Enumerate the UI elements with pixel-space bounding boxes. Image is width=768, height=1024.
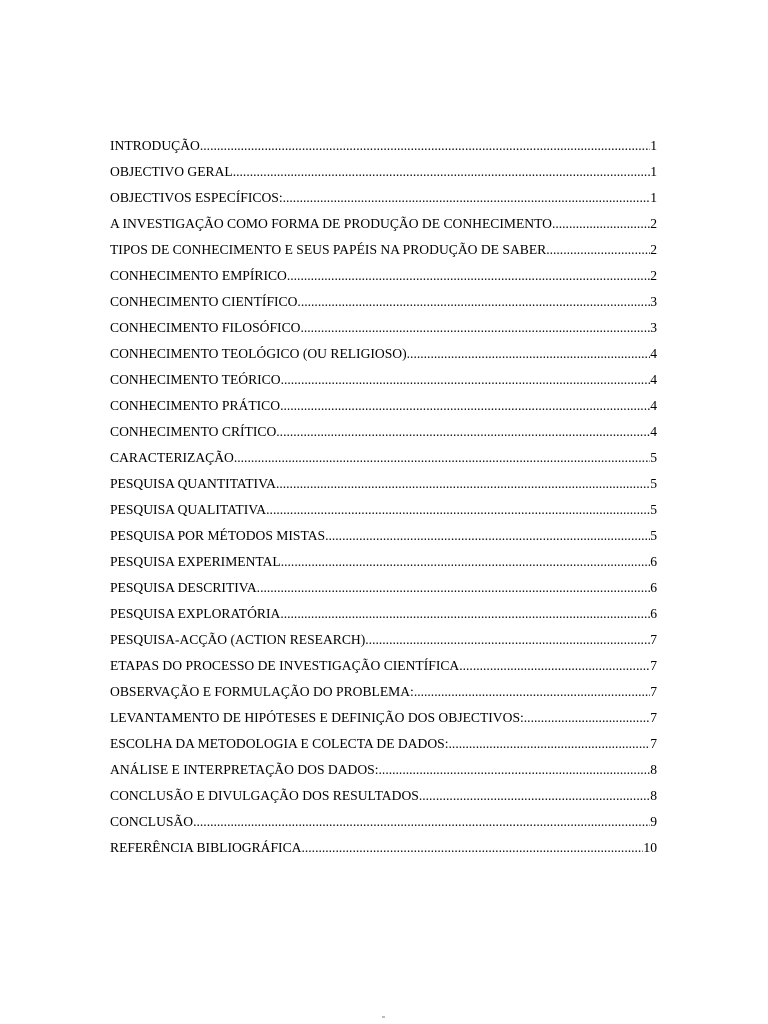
toc-dot-leader	[287, 263, 650, 289]
toc-entry-title: ANÁLISE E INTERPRETAÇÃO DOS DADOS:	[110, 762, 379, 777]
toc-entry[interactable]	[110, 679, 657, 705]
toc-dot-leader	[407, 341, 651, 367]
toc-entry[interactable]	[110, 653, 657, 679]
toc-page-number: 5	[650, 528, 657, 543]
toc-page-number: 5	[650, 502, 657, 517]
toc-page-number: 2	[650, 242, 657, 257]
toc-page-number: 4	[650, 398, 657, 413]
toc-entry[interactable]	[110, 237, 657, 263]
toc-entry-title: CONHECIMENTO EMPÍRICO	[110, 268, 287, 283]
toc-dot-leader	[276, 419, 650, 445]
toc-dot-leader	[325, 523, 650, 549]
toc-page-number: 1	[650, 138, 657, 153]
toc-page-number: 7	[650, 684, 657, 699]
toc-entry[interactable]	[110, 497, 657, 523]
toc-dot-leader	[552, 211, 650, 237]
toc-dot-leader	[546, 237, 650, 263]
toc-entry-title: PESQUISA QUANTITATIVA	[110, 476, 276, 491]
toc-dot-leader	[379, 757, 651, 783]
toc-entry-title: CONHECIMENTO CIENTÍFICO	[110, 294, 298, 309]
toc-entry[interactable]	[110, 159, 657, 185]
toc-entry[interactable]	[110, 627, 657, 653]
toc-dot-leader	[281, 549, 650, 575]
toc-entry[interactable]	[110, 211, 657, 237]
toc-entry[interactable]	[110, 549, 657, 575]
toc-page-number: 7	[650, 736, 657, 751]
toc-entry[interactable]	[110, 315, 657, 341]
toc-entry-title: ESCOLHA DA METODOLOGIA E COLECTA DE DADOS:	[110, 736, 449, 751]
toc-page-number: 2	[650, 268, 657, 283]
toc-entry[interactable]	[110, 445, 657, 471]
toc-entry[interactable]	[110, 263, 657, 289]
toc-dot-leader	[301, 835, 643, 861]
toc-entry[interactable]	[110, 133, 657, 159]
toc-page-number: 8	[650, 788, 657, 803]
toc-entry-title: OBJECTIVOS ESPECÍFICOS:	[110, 190, 283, 205]
toc-page-number: 4	[650, 372, 657, 387]
toc-page-number: 8	[650, 762, 657, 777]
toc-entry-title: PESQUISA-ACÇÃO (ACTION RESEARCH)	[110, 632, 366, 647]
toc-entry[interactable]	[110, 835, 657, 861]
toc-dot-leader	[449, 731, 651, 757]
toc-entry[interactable]	[110, 705, 657, 731]
toc-entry-title: CONHECIMENTO PRÁTICO	[110, 398, 281, 413]
toc-dot-leader	[234, 445, 650, 471]
toc-dot-leader	[419, 783, 650, 809]
toc-dot-leader	[193, 809, 650, 835]
toc-entry-title: CONHECIMENTO CRÍTICO	[110, 424, 277, 439]
toc-page-number: 5	[650, 450, 657, 465]
toc-dot-leader	[280, 601, 650, 627]
toc-entry-title: A INVESTIGAÇÃO COMO FORMA DE PRODUÇÃO DE CONHECIMENTO	[110, 216, 552, 231]
toc-page-number: 4	[650, 346, 657, 361]
toc-page-number: 1	[650, 190, 657, 205]
toc-dot-leader	[276, 471, 650, 497]
toc-entry-title: PESQUISA QUALITATIVA	[110, 502, 267, 517]
toc-entry[interactable]	[110, 757, 657, 783]
toc-dot-leader	[365, 627, 650, 653]
toc-entry-title: CONHECIMENTO FILOSÓFICO	[110, 320, 301, 335]
toc-dot-leader	[257, 575, 651, 601]
toc-entry[interactable]	[110, 471, 657, 497]
toc-page-number: 9	[650, 814, 657, 829]
toc-page-number: 6	[650, 580, 657, 595]
toc-entry-title: ETAPAS DO PROCESSO DE INVESTIGAÇÃO CIENTÍFICA	[110, 658, 460, 673]
toc-entry-title: CONHECIMENTO TEÓRICO	[110, 372, 281, 387]
toc-entry-title: PESQUISA POR MÉTODOS MISTAS	[110, 528, 326, 543]
toc-entry[interactable]	[110, 731, 657, 757]
toc-entry-title: PESQUISA DESCRITIVA	[110, 580, 257, 595]
toc-dot-leader	[233, 159, 650, 185]
toc-dot-leader	[297, 289, 650, 315]
toc-entry-title: CONCLUSÃO E DIVULGAÇÃO DOS RESULTADOS	[110, 788, 419, 803]
toc-page-number: 7	[650, 658, 657, 673]
toc-entry[interactable]	[110, 601, 657, 627]
toc-page-number: 6	[650, 554, 657, 569]
toc-page-number: 4	[650, 424, 657, 439]
toc-entry[interactable]	[110, 575, 657, 601]
toc-entry-title: CARACTERIZAÇÃO	[110, 450, 234, 465]
toc-entry-title: OBSERVAÇÃO E FORMULAÇÃO DO PROBLEMA:	[110, 684, 414, 699]
toc-dot-leader	[280, 393, 650, 419]
toc-page-number: 2	[650, 216, 657, 231]
toc-entry-title: PESQUISA EXPERIMENTAL	[110, 554, 281, 569]
toc-dot-leader	[200, 133, 650, 159]
toc-entry[interactable]	[110, 341, 657, 367]
toc-entry-title: INTRODUÇÃO	[110, 138, 200, 153]
toc-entry-title: REFERÊNCIA BIBLIOGRÁFICA	[110, 840, 302, 855]
toc-dot-leader	[283, 185, 651, 211]
toc-entry-title: OBJECTIVO GERAL	[110, 164, 233, 179]
toc-entry[interactable]	[110, 419, 657, 445]
toc-entry[interactable]	[110, 367, 657, 393]
toc-entry-title: PESQUISA EXPLORATÓRIA	[110, 606, 281, 621]
toc-entry[interactable]	[110, 185, 657, 211]
toc-entry[interactable]	[110, 783, 657, 809]
toc-page-number: 7	[650, 710, 657, 725]
toc-dot-leader	[524, 705, 650, 731]
toc-entry[interactable]	[110, 289, 657, 315]
toc-entry-title: TIPOS DE CONHECIMENTO E SEUS PAPÉIS NA PRODUÇÃO DE SABER	[110, 242, 547, 257]
toc-dot-leader	[300, 315, 650, 341]
toc-entry[interactable]	[110, 393, 657, 419]
toc-entry-title: CONCLUSÃO	[110, 814, 194, 829]
toc-dot-leader	[281, 367, 651, 393]
page-footer-mark	[382, 1016, 385, 1018]
toc-page-number: 10	[643, 840, 657, 855]
toc-entry-title: LEVANTAMENTO DE HIPÓTESES E DEFINIÇÃO DOS OBJECTIVOS:	[110, 710, 524, 725]
toc-page-number: 3	[650, 320, 657, 335]
toc-page-number: 1	[650, 164, 657, 179]
toc-dot-leader	[266, 497, 650, 523]
toc-page-number: 5	[650, 476, 657, 491]
toc-page-number: 7	[650, 632, 657, 647]
toc-entry-title: CONHECIMENTO TEOLÓGICO (OU RELIGIOSO)	[110, 346, 407, 361]
toc-page-number: 3	[650, 294, 657, 309]
toc-dot-leader	[459, 653, 650, 679]
toc-page-number: 6	[650, 606, 657, 621]
toc-entry[interactable]	[110, 809, 657, 835]
toc-entry[interactable]	[110, 523, 657, 549]
table-of-contents	[110, 133, 657, 861]
toc-dot-leader	[414, 679, 650, 705]
